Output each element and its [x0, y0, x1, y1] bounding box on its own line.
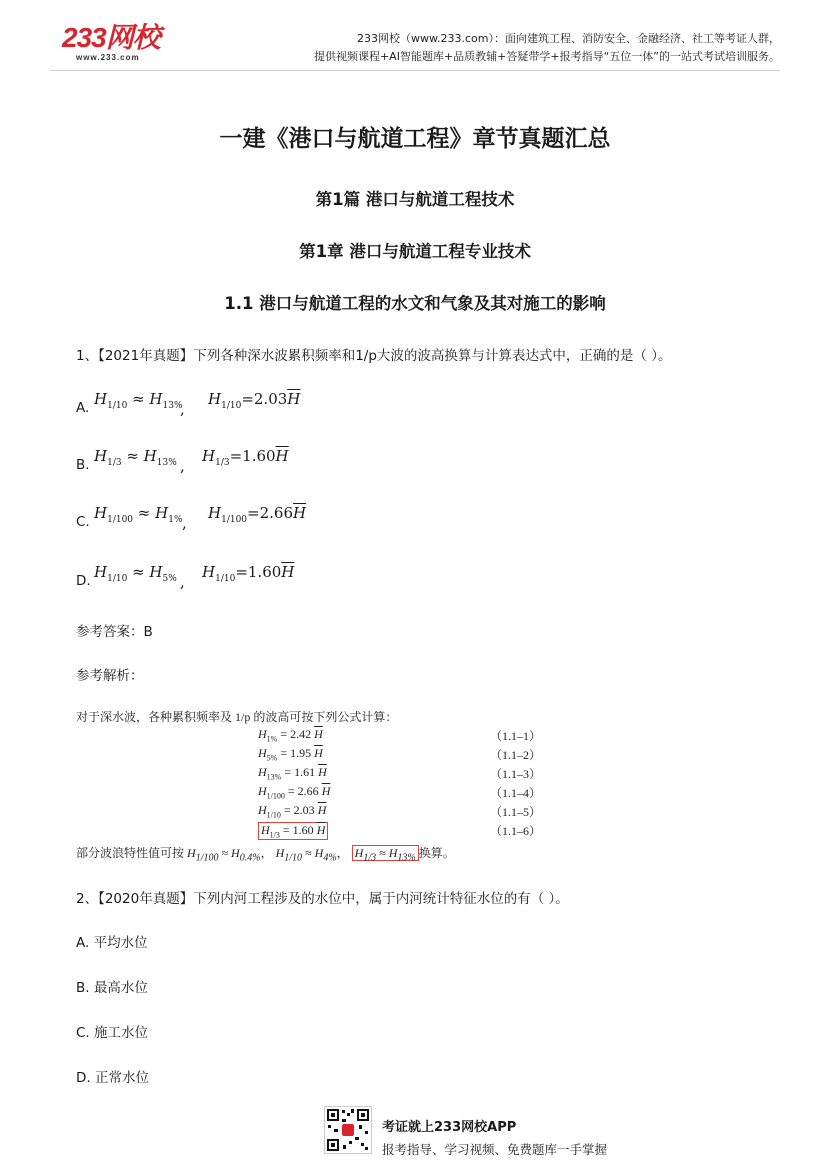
solution-row-highlighted: $H_{1/3} = 1.60$ $\overline{H}$ （1.1–6） — [76, 822, 496, 840]
question-1-option-d: D. $H_{1/10} \approx H_{5\%}$ , $H_{1/10}=1.60\overline{H}$ — [76, 563, 295, 591]
solution-row: $H_{1/10} = 2.03$ $\overline{H}$ （1.1–5） — [258, 803, 542, 820]
question-1-option-c: C. $H_{1/100} \approx H_{1\%}$ , $H_{1/100}=2.66\overline{H}$ — [76, 504, 307, 532]
solution-formula-image — [76, 700, 542, 864]
solution-row: $H_{13\%} = 1.61$ $\overline{H}$ （1.1–3） — [258, 765, 542, 782]
footer-slogan: 考证就上233网校APP — [382, 1120, 517, 1135]
question-2-option-b: B. 最高水位 — [76, 980, 148, 996]
header-divider — [50, 70, 780, 71]
question-1-stem: 1、【2021年真题】下列各种深水波累积频率和1/p大波的波高换算与计算表达式中，正确的是（ ）。 — [76, 348, 672, 364]
question-1-answer: 参考答案：B — [76, 624, 153, 640]
question-2-option-d: D. 正常水位 — [76, 1070, 149, 1086]
question-1-option-b: B. $H_{1/3} \approx H_{13\%}$ , $H_{1/3}=1.60\overline{H}$ — [76, 447, 289, 475]
footer-subtitle: 报考指导、学习视频、免费题库一手掌握 — [382, 1142, 608, 1157]
solution-row: $H_{5\%} = 1.95$ $\overline{H}$ （1.1–2） — [258, 746, 542, 763]
chapter-heading: 第1章 港口与航道工程专业技术 — [299, 242, 531, 261]
question-1-option-a: A. $H_{1/10} \approx H_{13\%}$ , $H_{1/10}=2.03\overline{H}$ — [76, 390, 301, 418]
header-tagline-1: 233网校（www.233.com）：面向建筑工程、消防安全、金融经济、社工等考证人群， — [357, 32, 780, 45]
section-heading: 1.1 港口与航道工程的水文和气象及其对施工的影响 — [224, 294, 606, 313]
brand-logo: 233网校 — [62, 22, 160, 53]
question-2-option-c: C. 施工水位 — [76, 1025, 149, 1041]
part-heading: 第1篇 港口与航道工程技术 — [315, 190, 515, 209]
document-title: 一建《港口与航道工程》章节真题汇总 — [219, 126, 611, 152]
solution-intro: 对于深水波，各种累积频率及 1/p 的波高可按下列公式计算： — [76, 710, 398, 724]
question-2-option-a: A. 平均水位 — [76, 935, 148, 951]
solution-note: 部分波浪特性值可按 $H_{1/100} \approx H_{0.4\%}$， $H_{1/10} \approx H_{4\%}$， $H_{1/3} \approx H_{13\%}$ 换算。 — [76, 846, 455, 864]
question-2-stem: 2、【2020年真题】下列内河工程涉及的水位中，属于内河统计特征水位的有（ ）。 — [76, 891, 569, 907]
qr-code-icon — [324, 1106, 372, 1154]
solution-row: $H_{1/100} = 2.66$ $\overline{H}$ （1.1–4） — [258, 784, 542, 801]
brand-logo-url: www.233.com — [76, 53, 140, 62]
header-tagline-2: 提供视频课程+AI智能题库+品质教辅+答疑带学+报考指导“五位一体”的一站式考试培训服务。 — [313, 50, 780, 63]
question-1-analysis-label: 参考解析： — [76, 668, 144, 684]
solution-row: $H_{1\%} = 2.42$ $\overline{H}$ （1.1–1） — [258, 727, 542, 744]
